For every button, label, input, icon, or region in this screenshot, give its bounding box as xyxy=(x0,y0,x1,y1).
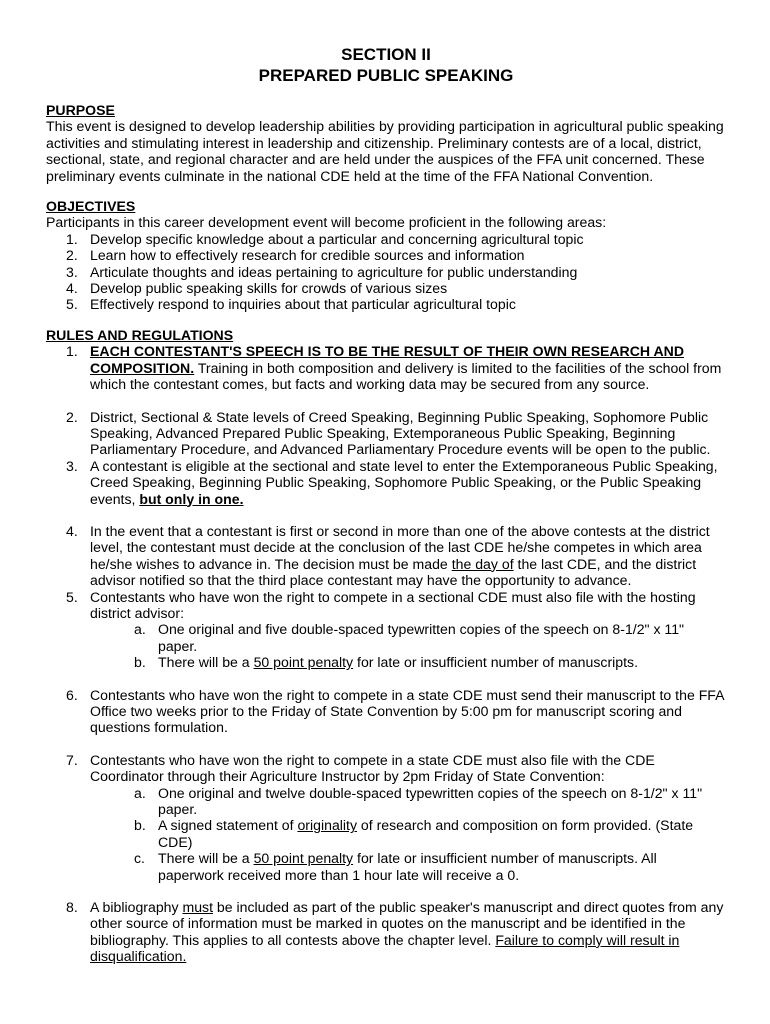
item-number: 6. xyxy=(66,686,78,703)
item-text: Develop specific knowledge about a particular and concerning agricultural topic xyxy=(90,230,584,247)
item-letter: b. xyxy=(134,817,146,834)
item-text: Develop public speaking skills for crowds of various sizes xyxy=(90,280,448,297)
sub-item xyxy=(46,850,726,883)
sub-text: for late or insufficient number of manuscripts. All paperwork received more than 1 hour late will receive a 0. xyxy=(158,850,657,883)
sub-text: One original and twelve double-spaced typewritten copies of the speech on 8-1/2" x 11" paper. xyxy=(158,784,703,818)
item-text: Effectively respond to inquiries about that particular agricultural topic xyxy=(90,296,516,313)
purpose-heading: PURPOSE xyxy=(46,102,115,118)
objective-item xyxy=(46,280,726,296)
rule-item xyxy=(46,458,726,507)
rule-underline: must xyxy=(182,899,214,916)
rule-item xyxy=(46,589,726,622)
sub-item xyxy=(46,785,726,818)
rule-item xyxy=(46,409,726,458)
item-number: 2. xyxy=(66,247,78,264)
item-number: 5. xyxy=(66,296,78,313)
rule-text: Contestants who have won the right to compete in a state CDE must also file with the CDE Coordinator through their Agriculture Instructor by 2pm Friday of State Convention: xyxy=(90,751,655,785)
objectives-heading: OBJECTIVES xyxy=(46,198,136,215)
rule-underline: the day of xyxy=(451,555,514,572)
rule-text: A bibliography xyxy=(90,899,183,916)
item-number: 1. xyxy=(66,230,78,247)
sub-item xyxy=(46,654,726,670)
item-letter: a. xyxy=(134,784,146,801)
sub-underline: originality xyxy=(297,817,358,834)
objective-item xyxy=(46,231,726,247)
item-text: Articulate thoughts and ideas pertaining to agriculture for public understanding xyxy=(90,263,578,280)
item-letter: b. xyxy=(134,654,146,671)
rule-item xyxy=(46,687,726,736)
purpose-text: This event is designed to develop leadership abilities by providing participation in agricultural public speaking activities and stimulating interest in leadership and citizenship. Preliminary contests are of a local, district, sectional, state, and regional character and are held under the auspices of the FFA unit concerned. These preliminary events culminate in the national CDE held at the time of the FFA National Convention. xyxy=(46,118,724,184)
sub-text: There will be a xyxy=(158,654,254,671)
document-title: PREPARED PUBLIC SPEAKING xyxy=(258,66,514,85)
sub-underline: 50 point penalty xyxy=(253,654,354,671)
rule-text: A contestant is eligible at the sectional and state level to enter the Extemporaneous Public Speaking, Creed Speaking, Beginning Public Speaking, Sophomore Public Speaking, or the Public Speaking events, xyxy=(90,457,718,507)
item-number: 4. xyxy=(66,280,78,297)
item-number: 7. xyxy=(66,751,78,768)
rule-text: Contestants who have won the right to compete in a state CDE must send their manuscript to the FFA Office two weeks prior to the Friday of State Convention by 5:00 pm for manuscript scoring and questions formulation. xyxy=(90,686,724,736)
rule-text: In the event that a contestant is first or second in more than one of the above contests at the district level, the contestant must decide at the conclusion of the last CDE he/she competes in which area he/she wishes to advance in. The decision must be made xyxy=(90,522,710,572)
item-number: 8. xyxy=(66,899,78,916)
item-text: Learn how to effectively research for credible sources and information xyxy=(90,247,525,264)
section-title: SECTION II xyxy=(341,45,431,64)
sub-text: A signed statement of xyxy=(158,817,298,834)
rule-text: the last CDE, and the district advisor notified so that the third place contestant may have the opportunity to advance. xyxy=(90,555,697,589)
sub-text: One original and five double-spaced typewritten copies of the speech on 8-1/2" x 11" paper. xyxy=(158,621,685,654)
sub-underline: 50 point penalty xyxy=(253,850,354,867)
item-number: 4. xyxy=(66,522,78,539)
item-number: 3. xyxy=(66,263,78,280)
sub-text: of research and composition on form provided. (State CDE) xyxy=(158,817,694,850)
rule-text: District, Sectional & State levels of Creed Speaking, Beginning Public Speaking, Sophomore Public Speaking, Advanced Prepared Public Speaking, Extemporaneous Public Speaking, Beginning Parliamentary Procedure, and Advanced Parliamentary Procedure events will be open to the public. xyxy=(90,408,711,458)
item-letter: a. xyxy=(134,621,146,638)
item-number: 1. xyxy=(66,343,78,360)
sub-item xyxy=(46,817,726,850)
sub-item xyxy=(46,621,726,654)
rule-item xyxy=(46,523,726,589)
rule-text: Contestants who have won the right to compete in a sectional CDE must also file with the hosting district advisor: xyxy=(90,588,696,621)
item-number: 5. xyxy=(66,588,78,605)
rules-heading: RULES AND REGULATIONS xyxy=(46,326,234,343)
objective-item xyxy=(46,247,726,263)
objectives-list xyxy=(46,231,726,313)
item-letter: c. xyxy=(134,850,145,867)
rule-underline: Failure to comply will result in disqualification. xyxy=(90,931,680,965)
rule-item xyxy=(46,899,726,965)
rule-item xyxy=(46,343,726,392)
objective-item xyxy=(46,296,726,312)
item-number: 2. xyxy=(66,408,78,425)
rule-emphasis: EACH CONTESTANT'S SPEECH IS TO BE THE RESULT OF THEIR OWN RESEARCH AND COMPOSITION. xyxy=(90,343,685,376)
sub-text: There will be a xyxy=(158,850,254,867)
objectives-intro: Participants in this career development event will become proficient in the following areas: xyxy=(46,214,607,231)
rule-item xyxy=(46,752,726,785)
document-page xyxy=(46,44,726,965)
item-number: 3. xyxy=(66,457,78,474)
rule-emphasis: but only in one. xyxy=(139,490,244,507)
rule-text: Training in both composition and delivery is limited to the facilities of the school from which the contestant comes, but facts and working data may be secured from any source. xyxy=(90,359,722,393)
rule-text: be included as part of the public speaker's manuscript and direct quotes from any other source of information must be marked in quotes on the manuscript and be identified in the bibliography. This applies to all contests above the chapter level. xyxy=(90,899,724,948)
sub-text: for late or insufficient number of manuscripts. xyxy=(353,654,638,671)
objective-item xyxy=(46,264,726,280)
